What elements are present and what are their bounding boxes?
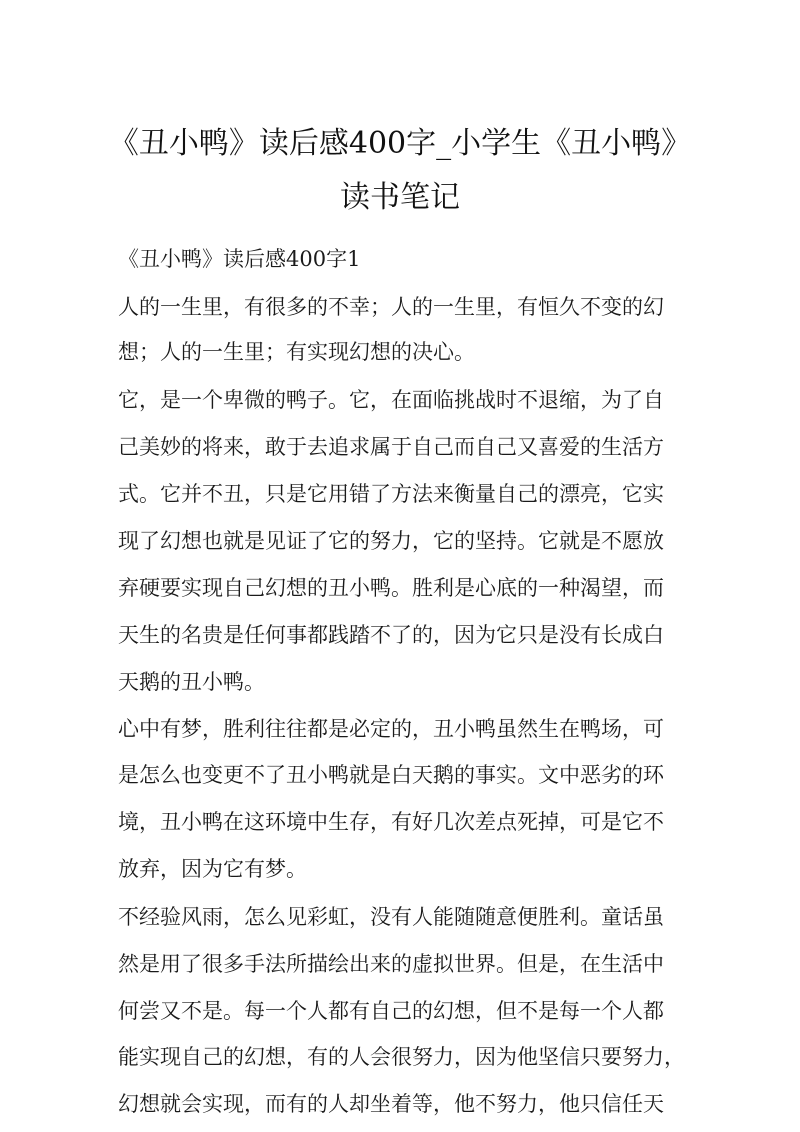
text-line: 己美妙的将来，敢于去追求属于自己而自己又喜爱的生活方 bbox=[118, 435, 664, 459]
title-line-2: 读书笔记 bbox=[340, 180, 460, 215]
text-line: 何尝又不是。每一个人都有自己的幻想，但不是每一个人都 bbox=[118, 999, 664, 1023]
text-line: 心中有梦，胜利往往都是必定的，丑小鸭虽然生在鸭场，可 bbox=[118, 717, 664, 741]
text-line: 式。它并不丑，只是它用错了方法来衡量自己的漂亮，它实 bbox=[118, 482, 664, 506]
text-line: 它，是一个卑微的鸭子。它，在面临挑战时不退缩，为了自 bbox=[118, 388, 664, 412]
text-line: 弃硬要实现自己幻想的丑小鸭。胜利是心底的一种渴望，而 bbox=[118, 576, 664, 600]
text-line: 境，丑小鸭在这环境中生存，有好几次差点死掉，可是它不 bbox=[118, 810, 664, 834]
text-line: 人的一生里，有很多的不幸；人的一生里，有恒久不变的幻 bbox=[118, 295, 664, 319]
text-line: 不经验风雨，怎么见彩虹，没有人能随随意便胜利。童话虽 bbox=[118, 905, 664, 929]
title-line-1: 《丑小鸭》读后感400字_小学生《丑小鸭》 bbox=[108, 126, 692, 161]
text-line: 幻想就会实现，而有的人却坐着等，他不努力，他只信任天 bbox=[118, 1092, 664, 1116]
text-line: 想；人的一生里；有实现幻想的决心。 bbox=[118, 340, 475, 364]
text-line: 能实现自己的幻想，有的人会很努力，因为他坚信只要努力， bbox=[118, 1045, 685, 1069]
text-line: 放弃，因为它有梦。 bbox=[118, 857, 307, 881]
text-line: 现了幻想也就是见证了它的努力，它的坚持。它就是不愿放 bbox=[118, 529, 664, 553]
subtitle: 《丑小鸭》读后感400字1 bbox=[118, 247, 361, 271]
text-line: 天鹅的丑小鸭。 bbox=[118, 670, 265, 694]
text-line: 然是用了很多手法所描绘出来的虚拟世界。但是，在生活中 bbox=[118, 952, 664, 976]
text-line: 是怎么也变更不了丑小鸭就是白天鹅的事实。文中恶劣的环 bbox=[118, 763, 664, 787]
text-line: 天生的名贵是任何事都践踏不了的，因为它只是没有长成白 bbox=[118, 623, 664, 647]
